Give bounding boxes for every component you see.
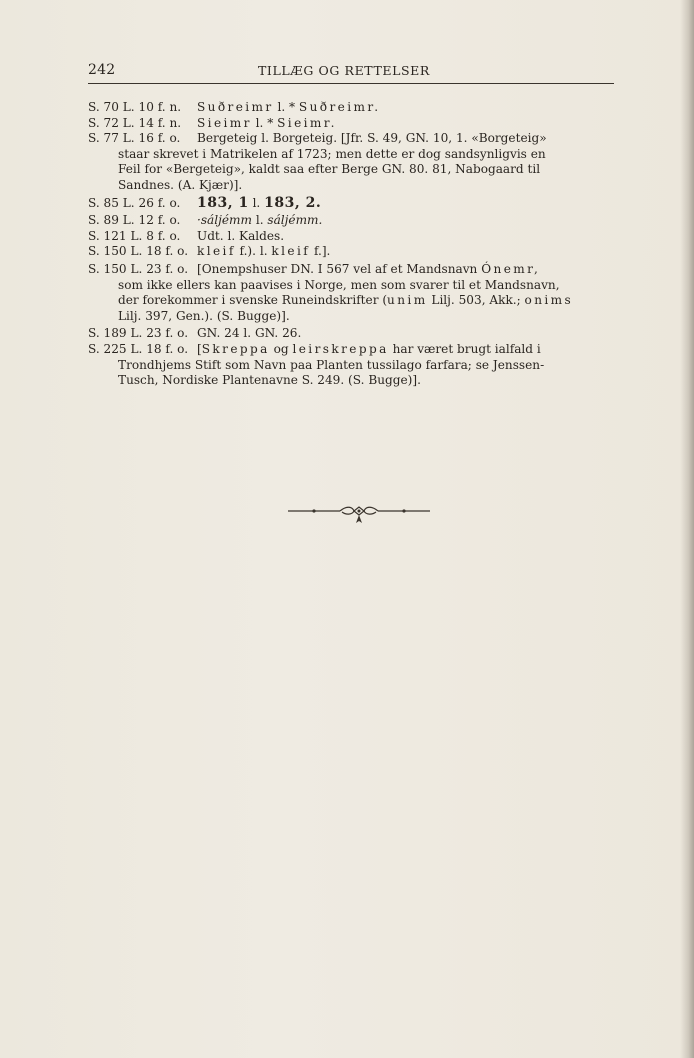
entry-reference: S. 225 L. 18 f. o.: [88, 341, 189, 356]
ornament-divider-icon: [288, 502, 430, 526]
entry-text: kleif: [271, 244, 311, 259]
errata-list: [88, 100, 628, 389]
entry-text: l. *: [251, 115, 278, 130]
entry-text: kleif: [197, 244, 236, 259]
running-title: TILLÆG OG RETTELSER: [258, 63, 430, 78]
entry-reference: S. 70 L. 10 f. n.: [88, 100, 182, 114]
errata-entry: [88, 131, 628, 193]
errata-entry: [88, 196, 628, 212]
entry-text: l.: [251, 213, 268, 228]
errata-entry: [88, 244, 628, 260]
entry-reference: S. 85 L. 26 f. o.: [88, 195, 181, 210]
entry-text: unim: [387, 293, 428, 308]
entry-text: f.). l.: [235, 244, 272, 259]
entry-reference: S. 121 L. 8 f. o.: [88, 228, 181, 243]
entry-continuation-line: [88, 162, 628, 178]
entry-text: [: [197, 341, 202, 356]
entry-text: l. *: [273, 100, 299, 114]
entry-text: 183, 1: [197, 194, 249, 211]
entry-text: og: [269, 341, 293, 356]
errata-entry: [88, 262, 628, 324]
entry-text: der forekommer i svenske Runeindskrifter (: [118, 293, 388, 308]
entry-first-line: [88, 326, 628, 342]
entry-continuation-line: [88, 278, 628, 294]
entry-continuation-line: [88, 147, 628, 163]
entry-text: Udt. l. Kaldes.: [197, 228, 285, 243]
entry-first-line: [88, 262, 628, 278]
page-number: 242: [88, 62, 116, 78]
entry-continuation-line: [88, 358, 628, 374]
entry-text: 183, 2.: [264, 194, 322, 211]
entry-continuation-line: [88, 293, 628, 309]
entry-text: Lilj. 397, Gen.). (S. Bugge)].: [118, 308, 290, 323]
entry-text: Tusch, Nordiske Plantenavne S. 249. (S. Bugge)].: [118, 373, 421, 388]
entry-text: Feil for «Bergeteig», kaldt saa efter Berge GN. 80. 81, Nabogaard til: [118, 162, 541, 177]
entry-text: f.].: [310, 244, 331, 259]
entry-text: som ikke ellers kan paavises i Norge, men som svarer til et Mandsnavn,: [118, 277, 560, 292]
entry-first-line: [88, 100, 628, 116]
entry-text: har været brugt ialfald i: [388, 341, 541, 356]
entry-text: Sieimr.: [277, 115, 337, 130]
entry-text: Suðreimr.: [298, 100, 381, 114]
entry-text: sáljémm.: [267, 213, 323, 228]
entry-reference: S. 89 L. 12 f. o.: [88, 213, 181, 228]
page-header: [88, 62, 614, 82]
entry-text: Ónemr,: [481, 261, 541, 276]
entry-first-line: [88, 213, 628, 229]
errata-entry: [88, 100, 628, 116]
page-edge-shadow: [680, 0, 694, 1058]
entry-reference: S. 72 L. 14 f. n.: [88, 115, 182, 130]
entry-first-line: [88, 116, 628, 132]
entry-text: leirskreppa: [292, 341, 389, 356]
entry-reference: S. 150 L. 18 f. o.: [88, 244, 189, 259]
entry-continuation-line: [88, 309, 628, 325]
entry-reference: S. 189 L. 23 f. o.: [88, 326, 189, 341]
errata-entry: [88, 116, 628, 132]
entry-text: Bergeteig l. Borgeteig. [Jfr. S. 49, GN. 10, 1. «Borgeteig»: [197, 131, 547, 146]
entry-first-line: [88, 196, 628, 212]
entry-continuation-line: [88, 373, 628, 389]
entry-text: ·sáljémm: [197, 213, 252, 228]
entry-reference: S. 150 L. 23 f. o.: [88, 261, 189, 276]
entry-continuation-line: [88, 178, 628, 194]
entry-first-line: [88, 229, 628, 245]
entry-reference: S. 77 L. 16 f. o.: [88, 131, 181, 146]
errata-entry: [88, 229, 628, 245]
entry-text: staar skrevet i Matrikelen af 1723; men dette er dog sandsynligvis en: [118, 146, 546, 161]
errata-entry: [88, 213, 628, 229]
errata-entry: [88, 342, 628, 389]
entry-text: Suðreimr: [197, 100, 274, 114]
entry-first-line: [88, 244, 628, 260]
entry-text: Lilj. 503, Akk.;: [427, 293, 525, 308]
entry-text: onims: [524, 293, 574, 308]
errata-entry: [88, 326, 628, 342]
entry-first-line: [88, 342, 628, 358]
entry-text: l.: [248, 195, 265, 210]
entry-first-line: [88, 131, 628, 147]
entry-text: Sieimr: [197, 115, 252, 130]
entry-text: Skreppa: [201, 341, 270, 356]
entry-text: Trondhjems Stift som Navn paa Planten tussilago farfara; se Jenssen-: [118, 357, 545, 372]
header-rule: [88, 83, 614, 84]
entry-text: GN. 24 l. GN. 26.: [197, 326, 302, 341]
entry-text: Sandnes. (A. Kjær)].: [118, 177, 243, 192]
entry-text: [Onempshuser DN. I 567 vel af et Mandsnavn: [197, 261, 482, 276]
